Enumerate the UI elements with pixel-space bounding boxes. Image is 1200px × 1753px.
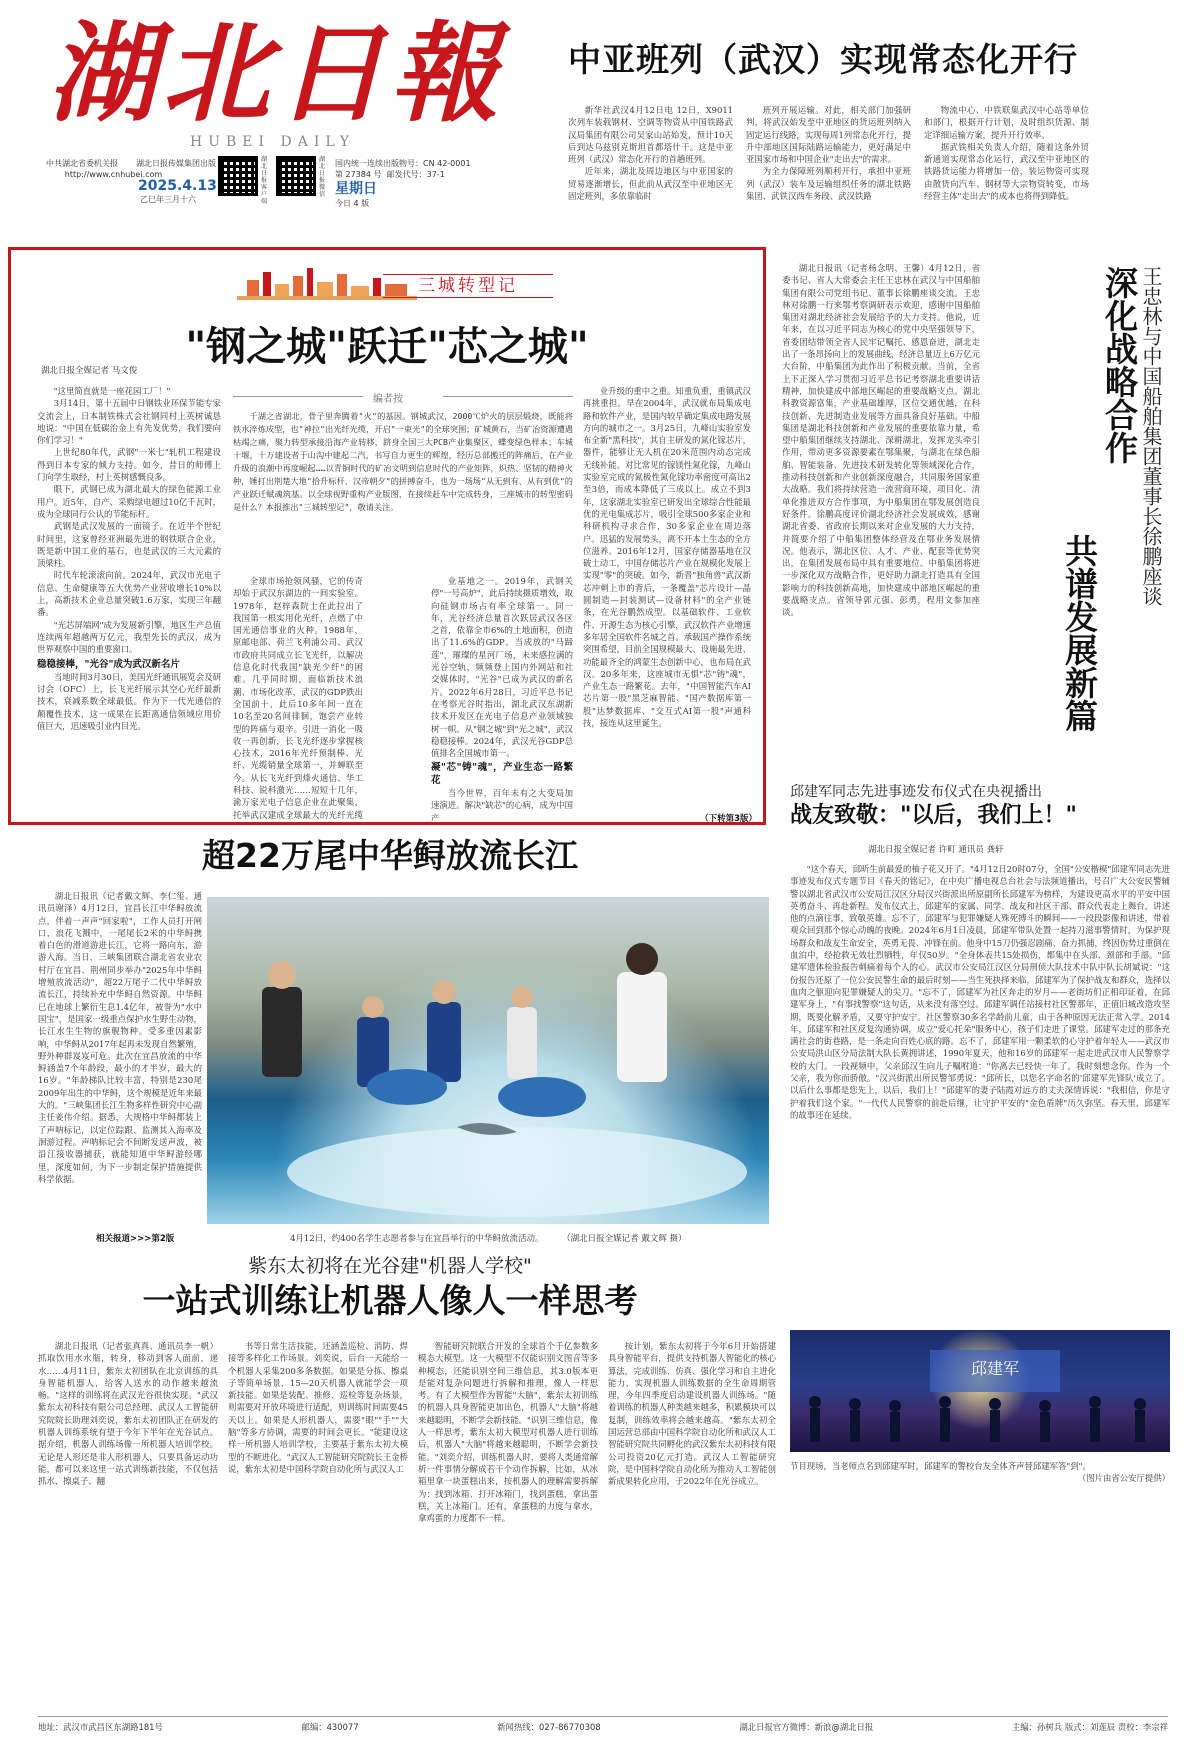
feature-subheading: 稳稳接棒，"光谷"成为武汉新名片 <box>37 658 180 670</box>
feature-para: 当地时间3月30日，美国光纤通讯展览会及研讨会（OFC）上，长飞光纤展示其空心光纤最新技术，衰减系数全球最低。作为下一代光通信的颠覆性技术，这一成果在长距离通信领域应用价值巨大，迅速吸引业内目光。 <box>37 671 221 732</box>
soldier-photo-credit: （图片由省公安厅提供） <box>1077 1473 1170 1484</box>
feature-col2 <box>233 575 363 823</box>
qr-caption-app: 湖北日报客户端 <box>261 156 268 205</box>
masthead-subtitle: HUBEI DAILY <box>190 134 356 150</box>
qr-code-app[interactable] <box>218 156 258 196</box>
robot-para: 智能研究院联合开发的全球首个千亿参数多模态大模型。这一大模型不仅能识别文图音等多种模态，还能识别空间三维信息，其3.0版本更是能对复杂问题进行拆解和推理，像人一样思考。有了大模型作为智能"大脑"，紫东太初训练的机器人具身智能更加出色，机器人"大脑"将越来越聪明，不断学会新技能。"识别三维信息，像人一样思考，紫东太初大模型对机器人进行训练后，机器人"大脑"将越来越聪明，不断学会新技能。"刘奕介绍，训练机器人时，要将人类通常解析一件事情分解成若干个动作拆解，比如，从冰箱里拿一块蛋糕出来，按机器人的理解需要拆解为：找到冰箱、打开冰箱门，找到蛋糕，拿出蛋糕，关上冰箱门。还有，拿蛋糕的力度与拿水，拿鸡蛋的力度都不一样。 <box>418 1341 598 1524</box>
masthead <box>40 8 555 208</box>
interview-vertical-head-1: 深化战略合作 <box>1100 266 1139 464</box>
editor-note-text: 千湖之省湖北，骨子里奔腾着"火"的基因。钢城武汉，2000℃炉火的层层煅烧，既能将铁水淬炼成型，也"神拉"出光纤光缆，开启"一束光"的全球突围；矿城黄石，当矿冶资源遭遇枯竭之痛，聚力转型承接沿海产业转移，跻身全国三大PCB产业集聚区，蝶变绿色样本；车城十堰，十万建设者于山沟中建起二汽，书写自力更生的辉煌，经历总部搬迁的阵痛后，在产业升级的浪潮中再度崛起……以青铜时代的矿冶文明到信息时代的产业矩阵，炽热、坚韧的精神火种，锤打出荆楚大地"拾升标杆、汉帝朝夕"的拼搏奋斗，也为一场场"从无到有、从有到优"的产业跃迁赋魂筑基。以全球视野重构产业版图，在接续赶车中完成转身，三座城市的转型密码是什么？本报推出"三城转型记"，敬请关注。 <box>233 411 573 512</box>
sturgeon-headline: 超22万尾中华鲟放流长江 <box>202 836 578 875</box>
top-story-col3 <box>924 104 1089 230</box>
feature-col3 <box>431 575 573 823</box>
column-tag <box>383 274 553 298</box>
feature-para: "这里简直就是一座花园工厂！" <box>53 386 171 396</box>
feature-para: 业升级的重中之重。知重负重，重镇武汉再挑重担。早在2004年，武汉就布局集成电路和软件产业，是国内较早确定集成电路发展方向的城市之一。3月25日，九峰山实验室发布全新"黑科技"，其自主研发的氮化镓芯片，器件，能够让无人机在20米范围内动态完成无线补能。对比常见的镓镁性氮化镓，九峰山实验室完成的氮极性氮化镓功率密度可高出2至3倍，而成本降低了三成以上。成立不到3年，这家湖北实验室已研发出全球综合性能最优的光电集成芯片，吸引全球500多家企业和科研机构寻求合作，30多家企业在周边落户。迅猛的发展势头，离不开本土生态的全方位滋养。2016年12月，国家存储器基地在汉破土动工，中国存储芯片产业在规模化发展上实现"零"的突破。如今，新晋"独角兽"武汉新芯冲刺上市的背后，一条覆盖"芯片设计—晶圆制造—封装测试—设备材料"的全产业链条，在光谷鹏然成型。以基础软件、工业软件、开源生态为核心引擎，武汉软件产业增速多年居全国软件名城之首。承载国产操作系统突围希望，目前全国规模最大、设施最先进、功能最齐全的鸿蒙生态创新中心，也布局在武汉。20多年来，这座城市无惧"芯"铸"魂"，产业生态一路繁花。去年，"中国智能汽车AI芯片第一股"黑芝麻智能、"国产数据库第一股"达梦数据库、"交互式AI第一股"声通科技，接连从这里诞生。 <box>583 386 751 729</box>
column-tag-text: 三城转型记 <box>418 276 518 296</box>
robot-col4 <box>608 1340 776 1690</box>
weekday: 星期日 <box>335 181 377 197</box>
footer-hotline: 新闻热线：027-86770308 <box>497 1722 601 1732</box>
top-story-para: 近年来，湖北及周边地区与中亚国家的贸易逐渐增长，但此前从武汉至中亚地区无固定班列，多依靠临时 <box>568 166 733 202</box>
stage-ceremony-illustration <box>790 1330 1170 1452</box>
top-story-para: 新华社武汉4月12日电 12日，X9011次列车装载钢材、空调等物资从中国铁路武汉局集团有限公司吴家山站始发，预计10天后到达乌兹别克斯坦首都塔什干。这是中亚班列（武汉）常态化开行的首趟班列。 <box>568 105 733 165</box>
footer-weibo: 湖北日报官方微博：新浪@湖北日报 <box>739 1722 874 1732</box>
robot-para: 湖北日报讯（记者张真真、通讯员李一帆）抓取饮用水水瓶，转身，移动到客人面前，递水……4月11日，紫东太初团队在北京训练的具身智能机器人，给客人送水的动作越来越流畅。"这样的训练将在武汉光谷很快实现。"武汉紫东太初科技有限公司总经理、武汉人工智能研究院院长助理刘奕说，紫东太初团队正在研发的机器人训练系统有望于今年下半年在光谷试点。据介绍，机器人训练场像一所机器人培训学校。无论是人形还是非人形机器人，只要具备运动功能，都可以来这里一站式训练新技能，不仅包括抓水、擦桌子、翻 <box>38 1341 218 1487</box>
sturgeon-text <box>38 890 202 1243</box>
masthead-title: 湖北日報 <box>48 11 505 137</box>
interview-story <box>782 262 1174 802</box>
postcode: 邮发代号：37-1 <box>386 170 445 179</box>
top-story-col1 <box>568 104 733 230</box>
robot-col1 <box>38 1340 218 1690</box>
robot-kicker: 紫东太初将在光谷建"机器人学校" <box>248 1255 532 1277</box>
sponsor: 中共湖北省委机关报 <box>46 159 118 168</box>
top-story-para: 班列开展运输。对此，相关部门加强研判，将武汉始发至中亚地区的货运班列纳入固定运行线路，实现每周1列常态化开行，提升中部地区国际陆路运输能力，更好满足中亚国家市场和中国企业"走出去"的需求。 <box>746 105 911 165</box>
feature-headline: "钢之城"跃迁"芯之城" <box>185 324 589 370</box>
sturgeon-release-illustration <box>207 897 769 1224</box>
interview-vertical-head-2: 共谱发展新篇 <box>1060 534 1099 732</box>
editor-note-label: 编者按 <box>373 394 403 405</box>
soldier-byline: 湖北日报全媒记者 许町 通讯员 龚轩 <box>868 845 1004 855</box>
website: http://www.cnhubei.com <box>64 170 163 179</box>
sturgeon-caption-text: 4月12日，约400名学生志愿者参与在宜昌举行的中华鲟放流活动。 <box>290 1234 544 1244</box>
footer <box>38 1721 1168 1737</box>
robot-para: 书等日常生活技能，还涵盖巡检、消防、焊接等多样化工作场景。刘奕说，后台一天能给一个机器人采集200多条数据。如果是分拣、擦桌子等简单场景，15—20天机器人就能学会一项新技能。如果是装配、推修、巡检等复杂场景，则需要对开放环境进行适配，则训练时间需要45天以上。如果是人形机器人，需要"眼""手""大脑"等多方协调，需要的时间会更长。"能建设这样一所机器人培训学校，主要基于紫东太初大模型的不断进化。"武汉人工智能研究院院长王金桥说，紫东太初是中国科学院自动化所与武汉人工 <box>228 1341 408 1474</box>
soldier-kicker: 邱建军同志先进事迹发布仪式在央视播出 <box>790 784 1042 800</box>
feature-para: 时代车轮滚滚向前。2024年，武汉市光电子信息、生命健康等五大优势产业营收增长10%以上，高新技术企业总量突破1.6万家，实现三年翻番。 <box>37 570 221 618</box>
skyline-banner <box>237 266 557 302</box>
feature-para: 3月14日，第十五届中日钢铁业环保节能专家交流会上，日本制铁株式会社钢同村上英树诚恳地说："中国在低碳治金上有先发优势，我们要向你们学习！" <box>37 398 221 446</box>
editor-note-rule <box>233 396 363 397</box>
feature-para: 上世纪80年代，武钢"一米七"轧机工程建设得到日本专家的倾力支持。如今，昔日的师傅上门向学生取经，村上英树感慨良多。 <box>37 447 221 483</box>
sturgeon-para: 湖北日报讯（记者戴文辉、李仁玺、通讯员谢泽）4月12日，宜昌长江中华鲟放流点，伴着一声声"回家啦"，工作人员打开闸口，浪花飞溅中，一尾尾长2米的中华鲟携着白色的滑道游进长江，它将一路向东，游游入海。当日，三峡集团联合湖北省农业农村厅在宜昌、荆州同步举办"2025年中华鲟增殖放流活动"，超22万尾子二代中华鲟放流长江，持续补充中华鲟自然资源。中华鲟已在地球上繁衍生息1.4亿年，被誉为"水中国宝"，是国家一级重点保护水生野生动物，长江水生生物的旗舰物种。受多重因素影响，中华鲟从2017年起再未发现自然繁殖，野外种群岌岌可危。此次在宜昌放流的中华鲟涵盖7个年龄段，最小的才半岁，最大的16岁。"年龄梯队比较丰富，特别是230尾2009年出生的中华鲟，这个规模是近年来最大的。"三峡集团长江生物多样性研究中心副主任姜伟介绍。据悉，大规格中华鲟都装上了声呐标记，以定位踪跟、监测其入海率及洄游过程。声呐标记会不间断发送声波，被沿江接收器捕获，就能知道中华鲟游经哪里，深度如何，为下一步制定保护措施提供科学依据。 <box>38 891 202 1184</box>
soldier-headline: 战友致敬："以后，我们上！" <box>790 803 1077 828</box>
feature-col1 <box>37 385 221 823</box>
feature-para: 武钢是武汉发展的一面镜子。在近半个世纪时间里，这家曾经亚洲最先进的钢铁联合企业，既是新中国工业的基石，也是武汉的三大元素的顶梁柱。 <box>37 521 221 569</box>
interview-para: 湖北日报讯（记者杨念明、王馨）4月12日，省委书记、省人大常委会主任王忠林在武汉与中国船舶集团有限公司党组书记、董事长徐鹏座谈交流。王忠林对徐鹏一行来鄂考察调研表示欢迎，感谢中国船舶集团对湖北经济社会发展给予的大力支持。他说，近年来，在以习近平同志为核心的党中央坚强领导下，省委团结带领全省人民牢记嘱托、感恩奋进，湖北走出了一条昂扬向上的发展曲线，经济总量迈上6万亿元大台阶，中船集团为此作出了积极贡献。当前，全省上下正深入学习贯彻习近平总书记考察湖北重要讲话精神，加快建成中部地区崛起的重要战略支点。湖北科教资源富集，产业基础雄厚，区位交通优越，在科技创新、先进制造业发展等方面具备良好基础。中船集团是湖北科技创新和产业发展的重要依靠力量，希望中船集团继续支持湖北、深耕湖北，发挥龙头牵引作用，带动更多资源要素在鄂集聚，与湖北在绿色船舶、智能装备、先进技术研发转化等领域深化合作，推动科技创新和产业创新深度融合，共同服务国家重大战略。我们将持续营造一流营商环境，项目化、清单化推进双方合作事项，为中船集团在鄂发展创造良好条件。徐鹏高度评价湖北经济社会发展成效，感谢湖北省委、省政府长期以来对企业发展的大力支持，并简要介绍了中船集团整体经营及在鄂业务发展情况。他表示，湖北区位、人才、产业、配套等优势突出，在集团发展布局中具有重要地位。中船集团将进一步深化双方战略合作，更好助力湖北打造具有全国影响力的科技创新高地，加快建成中部地区崛起的重要战略支点。省领导郭元强、彭勇，程用文参加座谈。 <box>782 263 980 618</box>
top-story-para: 物流中心、中铁联集武汉中心站等单位和部门，根据开行计划，及时组织货源、制定详细运输方案，提升开行效率。 <box>924 105 1089 140</box>
publication-info <box>335 158 550 209</box>
feature-para: 眼下，武钢已成为湖北最大的绿色能源工业用户。近5年，自产、采购绿电超过10亿千瓦时，成为全球同行公认的节能标杆。 <box>37 484 221 519</box>
editor-note <box>233 410 573 562</box>
feature-para: 业基地之一。2019年，武钢关停"一号高炉"，此后持续摄质增效，取向硅钢市场占有率全球第一。同一年，光谷经济总量首次跃居武汉各区之首，依靠全市6%的土地面积，创造出了11.6%的GDP。当成放的"马蹄莲"，璀璨的星河厂场，未来感拉满的光谷空轨，频频登上国内外网站和社交媒体时，"光谷"已成为武汉的新名片。2022年6月28日，习近平总书记在考察光谷时指出，湖北武汉东湖新技术开发区在光电子信息产业领域独树一帜。从"钢之城"到"光之城"，武汉稳稳接棒。2024年，武汉光谷GDP总值排名全国城市第一。 <box>431 576 573 759</box>
page-count: 今日 4 版 <box>335 199 370 208</box>
feature-box <box>8 247 766 825</box>
top-story <box>568 38 1158 223</box>
cn-label: 国内统一连续出版物号：CN 42-0001 <box>335 159 471 168</box>
issue-date: 2025.4.13 <box>138 178 217 194</box>
soldier-photo-caption <box>790 1460 1170 1488</box>
top-story-col2 <box>746 104 911 230</box>
soldier-para: "这个春天，邱昕生前最爱的柚子花又开了。"4月12日20时07分，全国"公安楷模"邱建军同志先进事迹发布仪式专题节目《春天的铭记》，在中央广播电视总台社会与法频道播出，号召广大公安民警辅警以湖北省武汉市公安局江汉区分局汉兴街派出所原副所长邱建军为榜样，为建设更高水平的平安中国英勇奋斗、再赴新程。发布仪式上，邱建军的家属、同学、战友和社区干部、群众代表走上舞台，讲述他的点滴往事，致敬英雄。忘不了，邱建军与犯罪嫌疑人殊死搏斗的瞬间——一段段影像和讲述，带着观众回到那个惊心动魄的夜晚。2024年6月1日凌晨，邱建军带队处置一起持刀滋事警情时，为保护现场群众和战友生命安全，英勇无畏、冲锋在前。他身中15刀仍强忍剧痛、奋力抓捕，终因伤势过重倒在血泊中，经抢救无效壮烈牺牲，年仅50岁。"全身体表共15处损伤，都集中在头部、颈部和手部。"邱建军遗体检验报告刺痛着每个人的心。武汉市公安局江汉区分局刑侦大队技术中队中队长胡斌说："这份报告还原了一位公安民警生命的最后时刻——当生死抉择来临，邱建军为了保护战友和群众，选择以血肉之躯迎向犯罪嫌疑人的尖刀。"忘不了，邱建军为社区奔走的岁月——老街坊们正相印证着，在邱建军身上，"有事找警察"这句话，从来没有落空过。邱建军调任站接村社区警那年，正值旧城改造攻坚期，既要化解矛盾，又要守护安宁。社区警察30多名学龄前儿童，由于各种原因无法正常入学。2014年，邱建军和社区反复沟通协调，成立"爱心托朵"服务中心，孩子们走进了课堂。邱建军走过的那条充满社会的街巷路，是一条走向百姓心底的路。忘不了，邱建军用一颗柔软的心守护着年轻人——武汉市公安局洪山区分局法制大队长黄拥讲述，1990年夏天，他和16岁的邱建军一起走进武汉市人民警察学校的大门。一段视频中，父亲邱汉生向儿子嘱咐道："你离去已经快一年了，我时刻想念你。作为一个父亲，我为你而骄傲。"汉兴街派出所民警邹勇说："邱所长，以您名字命名的'邱建军先锋队'成立了。以后什么事都是您先上，以后，我们上！"邱建军的妻子陆霞对远方的丈夫深情诉说："我相信，你是守护着我们这个家。"一代代人民警察的前赴后继，让守护平安的"金色盾牌"历久弥坚。春天里，邱建军的故事还在延续。 <box>790 864 1170 1120</box>
soldier-caption-text: 节目现场，当老师点名到邱建军时，邱建军的警校台友全体齐声替邱建军答"到"。 <box>790 1461 1091 1471</box>
sturgeon-photo <box>207 897 769 1224</box>
feature-para: 全球市场抢领风骚，它的传奇却始于武汉东湖边的一间实验室。1978年，赵梓森院士在此拉出了我国第一根实用化光纤，点燃了中国光通信事业的火种。1988年，原邮电部、荷兰飞利浦公司、武汉市政府共同成立长飞光纤，以解决信息化时代我国"缺光少纤"的困难。几乎同时期，面临新技术浪潮、市场化改革，武汉的GDP跌出全国前十，此后10多年间一直在10名至20名间徘徊，饱尝产业转型的阵痛与艰辛。引进一消化一吸收一再创新，长飞光纤逐步掌握核心技术，2016年光纤预制棒、光纤、光缆销量全球第一，并蝉联至今。从长飞光纤到烽火通信、华工科技、锐科激光……短短十几年，渝万家光电子信息企业在此聚集，托举武汉建成全球最大的光纤光缆 <box>233 576 363 820</box>
robot-col2 <box>228 1340 408 1690</box>
lunar-date: 乙巳年三月十六 <box>140 195 196 204</box>
footer-zip: 邮编：430077 <box>301 1722 359 1732</box>
top-story-headline: 中亚班列（武汉）实现常态化开行 <box>568 40 1078 79</box>
sturgeon-related-link[interactable]: 相关报道>>>第2版 <box>96 1234 175 1244</box>
footer-editors: 主编：孙树兵 版式：刘莲辰 责校：李宗祥 <box>1011 1722 1168 1732</box>
issue-number: 第 27384 号 <box>335 170 382 179</box>
publisher: 湖北日报传媒集团出版 <box>136 159 216 168</box>
robot-para: 按计划，紫东太初将于今年6月开始搭建具身智能平台，提供支持机器人智能化的核心算法，完成训练、仿真、强化学习和自主进化能力，实现机器人训练数据的全生命周期管理，今年四季度启动建设机器人训练场。"随着训练的机器人种类越来越多，积累模块可以复制，训练效率将会越来越高。"紫东太初全国运营总部由中国科学院自动化所和武汉人工智能研究院共同孵化的武汉紫东太初科技有限公司投资20亿元打造。武汉人工智能研究院，是中国科学院自动化所为推动人工智能创新成果转化应用，于2022年在光谷成立。 <box>608 1341 776 1487</box>
qr-code-wechat[interactable] <box>276 156 316 196</box>
interview-text <box>782 262 980 802</box>
feature-para: "光芯屏端网"成为发展新引擎，地区生产总值连续两年超越两万亿元，我型先长的武汉，成为世界观察中国的重要窗口。 <box>37 619 221 655</box>
interview-vertical-sub: 王忠林与中国船舶集团董事长徐鹏座谈 <box>1139 266 1163 606</box>
top-story-para: 据武铁相关负责人介绍，随着这条外贸新通道实现常态化运行，武汉至中亚地区的铁路货运能力将增加一倍，装运物资可实现由散货向汽车、钢材等大宗物资转变，市场经营主体"走出去"的成本也将得到降低。 <box>924 141 1089 202</box>
continued-link[interactable]: （下转第3版） <box>700 814 757 824</box>
footer-rule <box>38 1716 1168 1717</box>
sturgeon-photo-caption <box>290 1232 770 1244</box>
qr-caption-wechat: 湖北日报微信 <box>319 156 326 198</box>
feature-byline: 湖北日报全媒记者 马文俊 <box>41 366 138 376</box>
footer-address: 地址：武汉市武昌区东湖路181号 <box>38 1722 163 1732</box>
robot-col3 <box>418 1340 598 1690</box>
sturgeon-photo-credit: （湖北日报全媒记者 戴文辉 摄） <box>562 1234 687 1244</box>
feature-para: 当今世界，百年未有之大变局加速演进。解决"缺芯"的心病，成为中国产 <box>431 788 573 823</box>
soldier-photo <box>790 1330 1170 1452</box>
soldier-text <box>790 863 1170 1303</box>
robot-headline: 一站式训练让机器人像人一样思考 <box>142 1281 638 1320</box>
editor-note-rule <box>443 396 573 397</box>
top-story-para: 为全力保障班列顺利开行，承担中亚班列（武汉）装车及运输组织任务的湖北铁路集团、武铁汉西车务段、武汉铁路 <box>746 166 911 202</box>
soldier-photo-label: 邱建军 <box>970 1359 1019 1378</box>
feature-subheading: 凝"芯"铸"魂"，产业生态一路繁花 <box>431 762 573 786</box>
feature-col4 <box>583 385 751 810</box>
